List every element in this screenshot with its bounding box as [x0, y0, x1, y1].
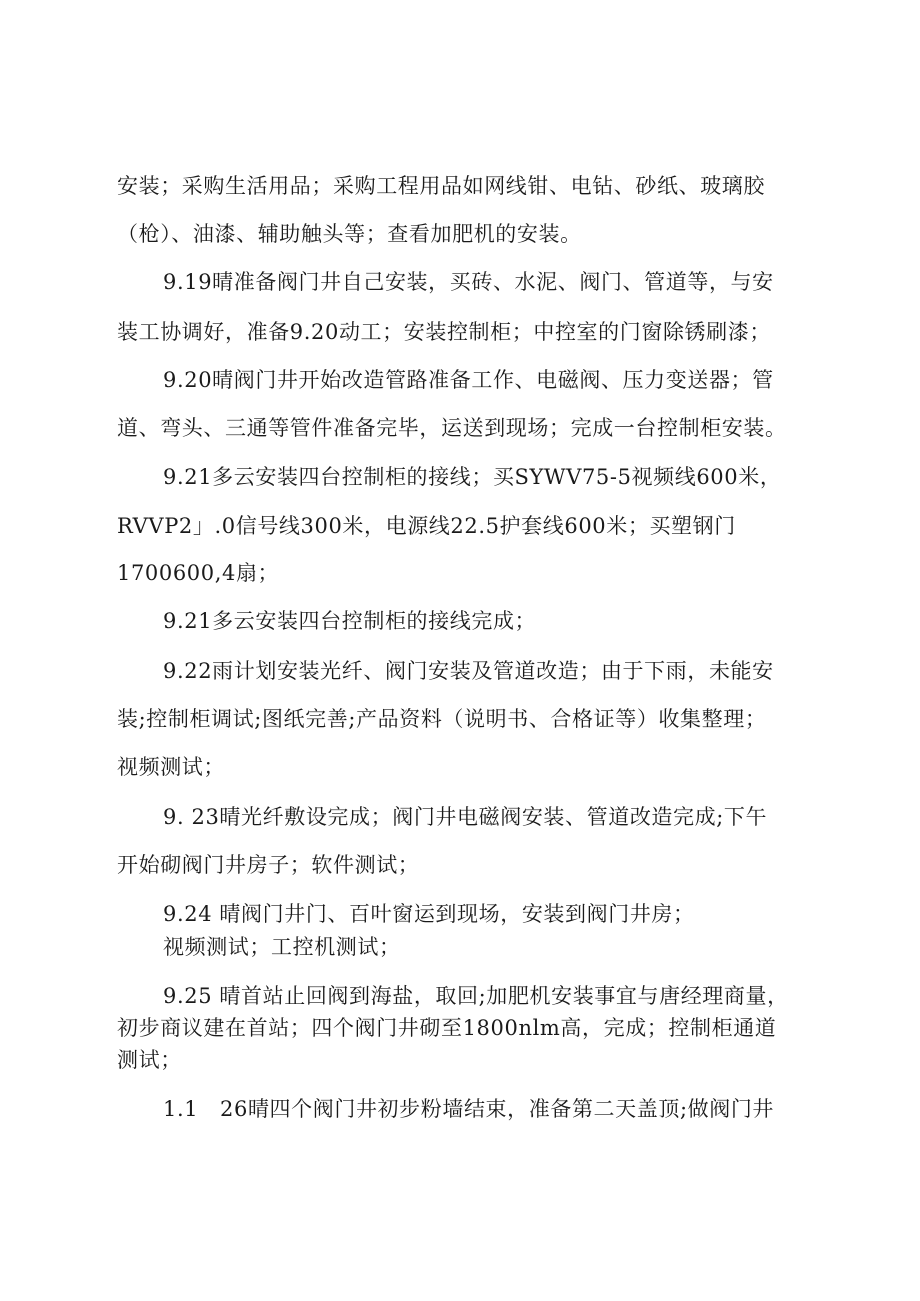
- text-line-8: RVVP2」.0信号线300米，电源线22.5护套线600米；买塑钢门: [117, 514, 736, 538]
- text-line-7: 9.21多云安装四台控制柜的接线；买SYWV75-5视频线600米，: [163, 465, 782, 489]
- text-line-12: 装;控制柜调试;图纸完善;产品资料（说明书、合格证等）收集整理；: [117, 707, 767, 731]
- text-line-19: 初步商议建在首站；四个阀门井砌至1800nlm高，完成；控制柜通道: [117, 1016, 777, 1040]
- text-line-1: 安装；采购生活用品；采购工程用品如网线钳、电钻、砂纸、玻璃胶: [117, 174, 765, 198]
- text-line-21: 1.1 26晴四个阀门井初步粉墙结束，准备第二天盖顶;做阀门井: [163, 1097, 775, 1121]
- text-line-5: 9.20晴阀门井开始改造管路准备工作、电磁阀、压力变送器；管: [163, 368, 774, 392]
- text-line-6: 道、弯头、三通等管件准备完毕，运送到现场；完成一台控制柜安装。: [117, 416, 787, 440]
- text-line-13: 视频测试；: [117, 755, 225, 779]
- text-line-11: 9.22雨计划安装光纤、阀门安装及管道改造；由于下雨，未能安: [163, 659, 774, 683]
- text-line-4: 装工协调好，准备9.20动工；安装控制柜；中控室的门窗除锈刷漆；: [117, 320, 771, 344]
- text-line-10: 9.21多云安装四台控制柜的接线完成；: [163, 609, 537, 633]
- text-line-2: （枪）、油漆、辅助触头等；查看加肥机的安装。: [117, 222, 582, 246]
- text-line-20: 测试；: [117, 1048, 182, 1072]
- text-line-3: 9.19晴准备阀门井自己安装，买砖、水泥、阀门、管道等，与安: [163, 270, 774, 294]
- text-line-17: 视频测试；工控机测试；: [163, 935, 401, 959]
- text-line-9: 1700600,4扇；: [117, 561, 280, 585]
- text-line-16: 9.24 晴阀门井门、百叶窗运到现场，安装到阀门井房；: [163, 902, 695, 926]
- text-line-18: 9.25 晴首站止回阀到海盐，取回;加肥机安装事宜与唐经理商量，: [163, 984, 789, 1008]
- text-line-15: 开始砌阀门井房子；软件测试；: [117, 853, 420, 877]
- text-line-14: 9. 23晴光纤敷设完成；阀门井电磁阀安装、管道改造完成;下午: [163, 805, 768, 829]
